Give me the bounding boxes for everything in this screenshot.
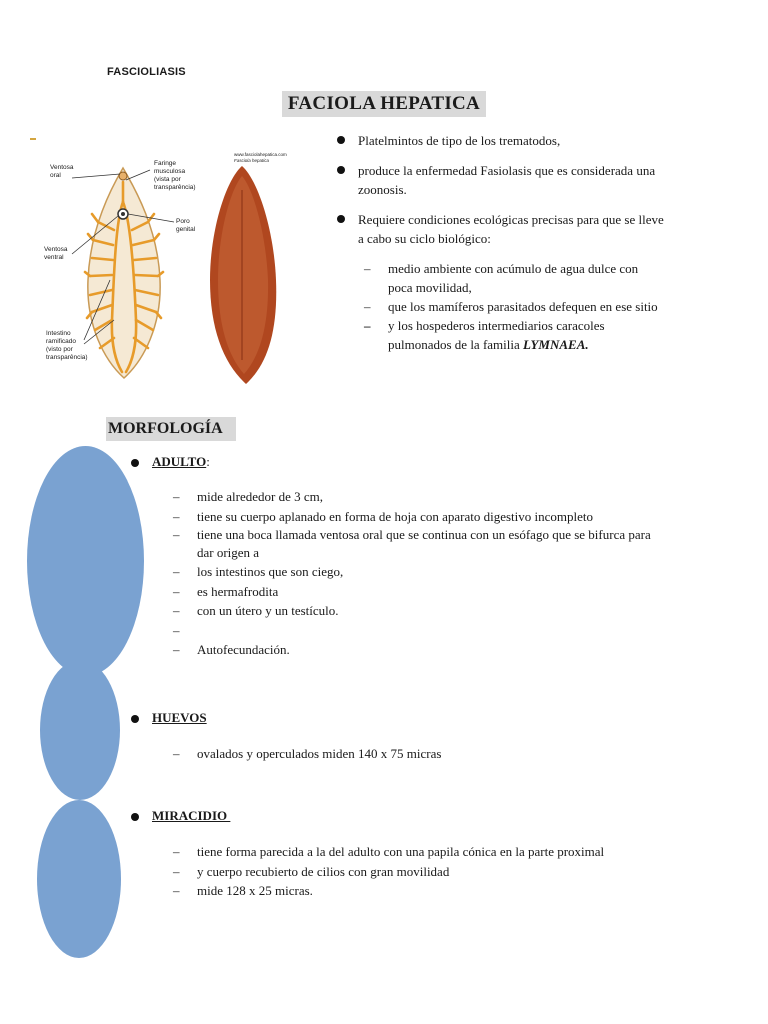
fasciola-figure xyxy=(38,150,298,386)
list-item: – con un útero y un testículo. xyxy=(173,603,339,618)
family-name: LYMNAEA. xyxy=(523,337,589,352)
list-item: – tiene su cuerpo aplanado en forma de hoja con aparato digestivo incompleto xyxy=(173,508,593,524)
huevos-list xyxy=(173,744,663,764)
conditions-list xyxy=(334,259,664,354)
condition-item: – y los hospederos intermediarios caracoles pulmonados de la familia LYMNAEA. xyxy=(364,318,605,352)
section-title-morfologia: MORFOLOGÍA xyxy=(106,417,236,441)
photo-credit: www.fasciolahepatica.com Fasciola hepatica xyxy=(234,152,287,163)
bullet-item: Platelmintos de tipo de los trematodos, xyxy=(334,131,664,150)
condition-item: – que los mamíferos parasitados defequen en ese sitio xyxy=(364,299,658,314)
oral-sucker xyxy=(119,172,127,180)
document-header: FASCIOLIASIS xyxy=(107,66,186,78)
stray-mark xyxy=(30,138,36,140)
bullet-dot xyxy=(131,715,139,723)
list-item: – tiene forma parecida a la del adulto con una papila cónica en la parte proximal xyxy=(173,844,605,859)
adulto-heading: ADULTO: xyxy=(152,454,210,469)
list-item: – xyxy=(173,622,180,638)
bullet-dot xyxy=(337,166,345,174)
huevos-heading: HUEVOS xyxy=(152,710,207,725)
decorative-oval-3 xyxy=(37,800,121,958)
page-title: FACIOLA HEPATICA xyxy=(282,91,486,117)
intro-bullets xyxy=(334,131,664,354)
list-item: – ovalados y operculados miden 140 x 75 micras xyxy=(173,746,442,761)
list-item: – y cuerpo recubierto de cilios con gran movilidad xyxy=(173,863,450,879)
list-item: – mide alrededor de 3 cm, xyxy=(173,489,323,504)
label-ventosa-oral: Ventosa oral xyxy=(50,164,74,179)
list-item: – es hermafrodita xyxy=(173,583,279,599)
bullet-item: produce la enfermedad Fasiolasis que es considerada una zoonosis. xyxy=(334,161,664,199)
list-item: – los intestinos que son ciego, xyxy=(173,564,344,579)
list-item: – Autofecundación. xyxy=(173,642,290,657)
bullet-dot xyxy=(337,136,345,144)
list-item: – tiene una boca llamada ventosa oral que se continua con un esófago que se bifurca para dar origen a xyxy=(173,527,651,560)
bullet-dot xyxy=(337,215,345,223)
label-intestino: Intestino ramificado (visto por transparência) xyxy=(46,330,88,361)
label-faringe: Faringe musculosa (vista por transparência) xyxy=(154,160,196,191)
bullet-dot xyxy=(131,813,139,821)
adulto-list xyxy=(173,487,663,660)
decorative-oval-2 xyxy=(40,660,120,800)
list-item: – mide 128 x 25 micras. xyxy=(173,883,313,898)
decorative-oval-1 xyxy=(27,446,144,676)
label-ventosa-ventral: Ventosa ventral xyxy=(44,246,68,261)
miracidio-list xyxy=(173,842,663,901)
bullet-dot xyxy=(131,459,139,467)
condition-item: – medio ambiente con acúmulo de agua dulce con poca movilidad, xyxy=(364,261,639,295)
bullet-item: Requiere condiciones ecológicas precisas para que se lleve a cabo su ciclo biológico: xyxy=(334,210,664,248)
label-poro-genital: Poro genital xyxy=(176,218,196,233)
miracidio-heading: MIRACIDIO xyxy=(152,808,231,823)
